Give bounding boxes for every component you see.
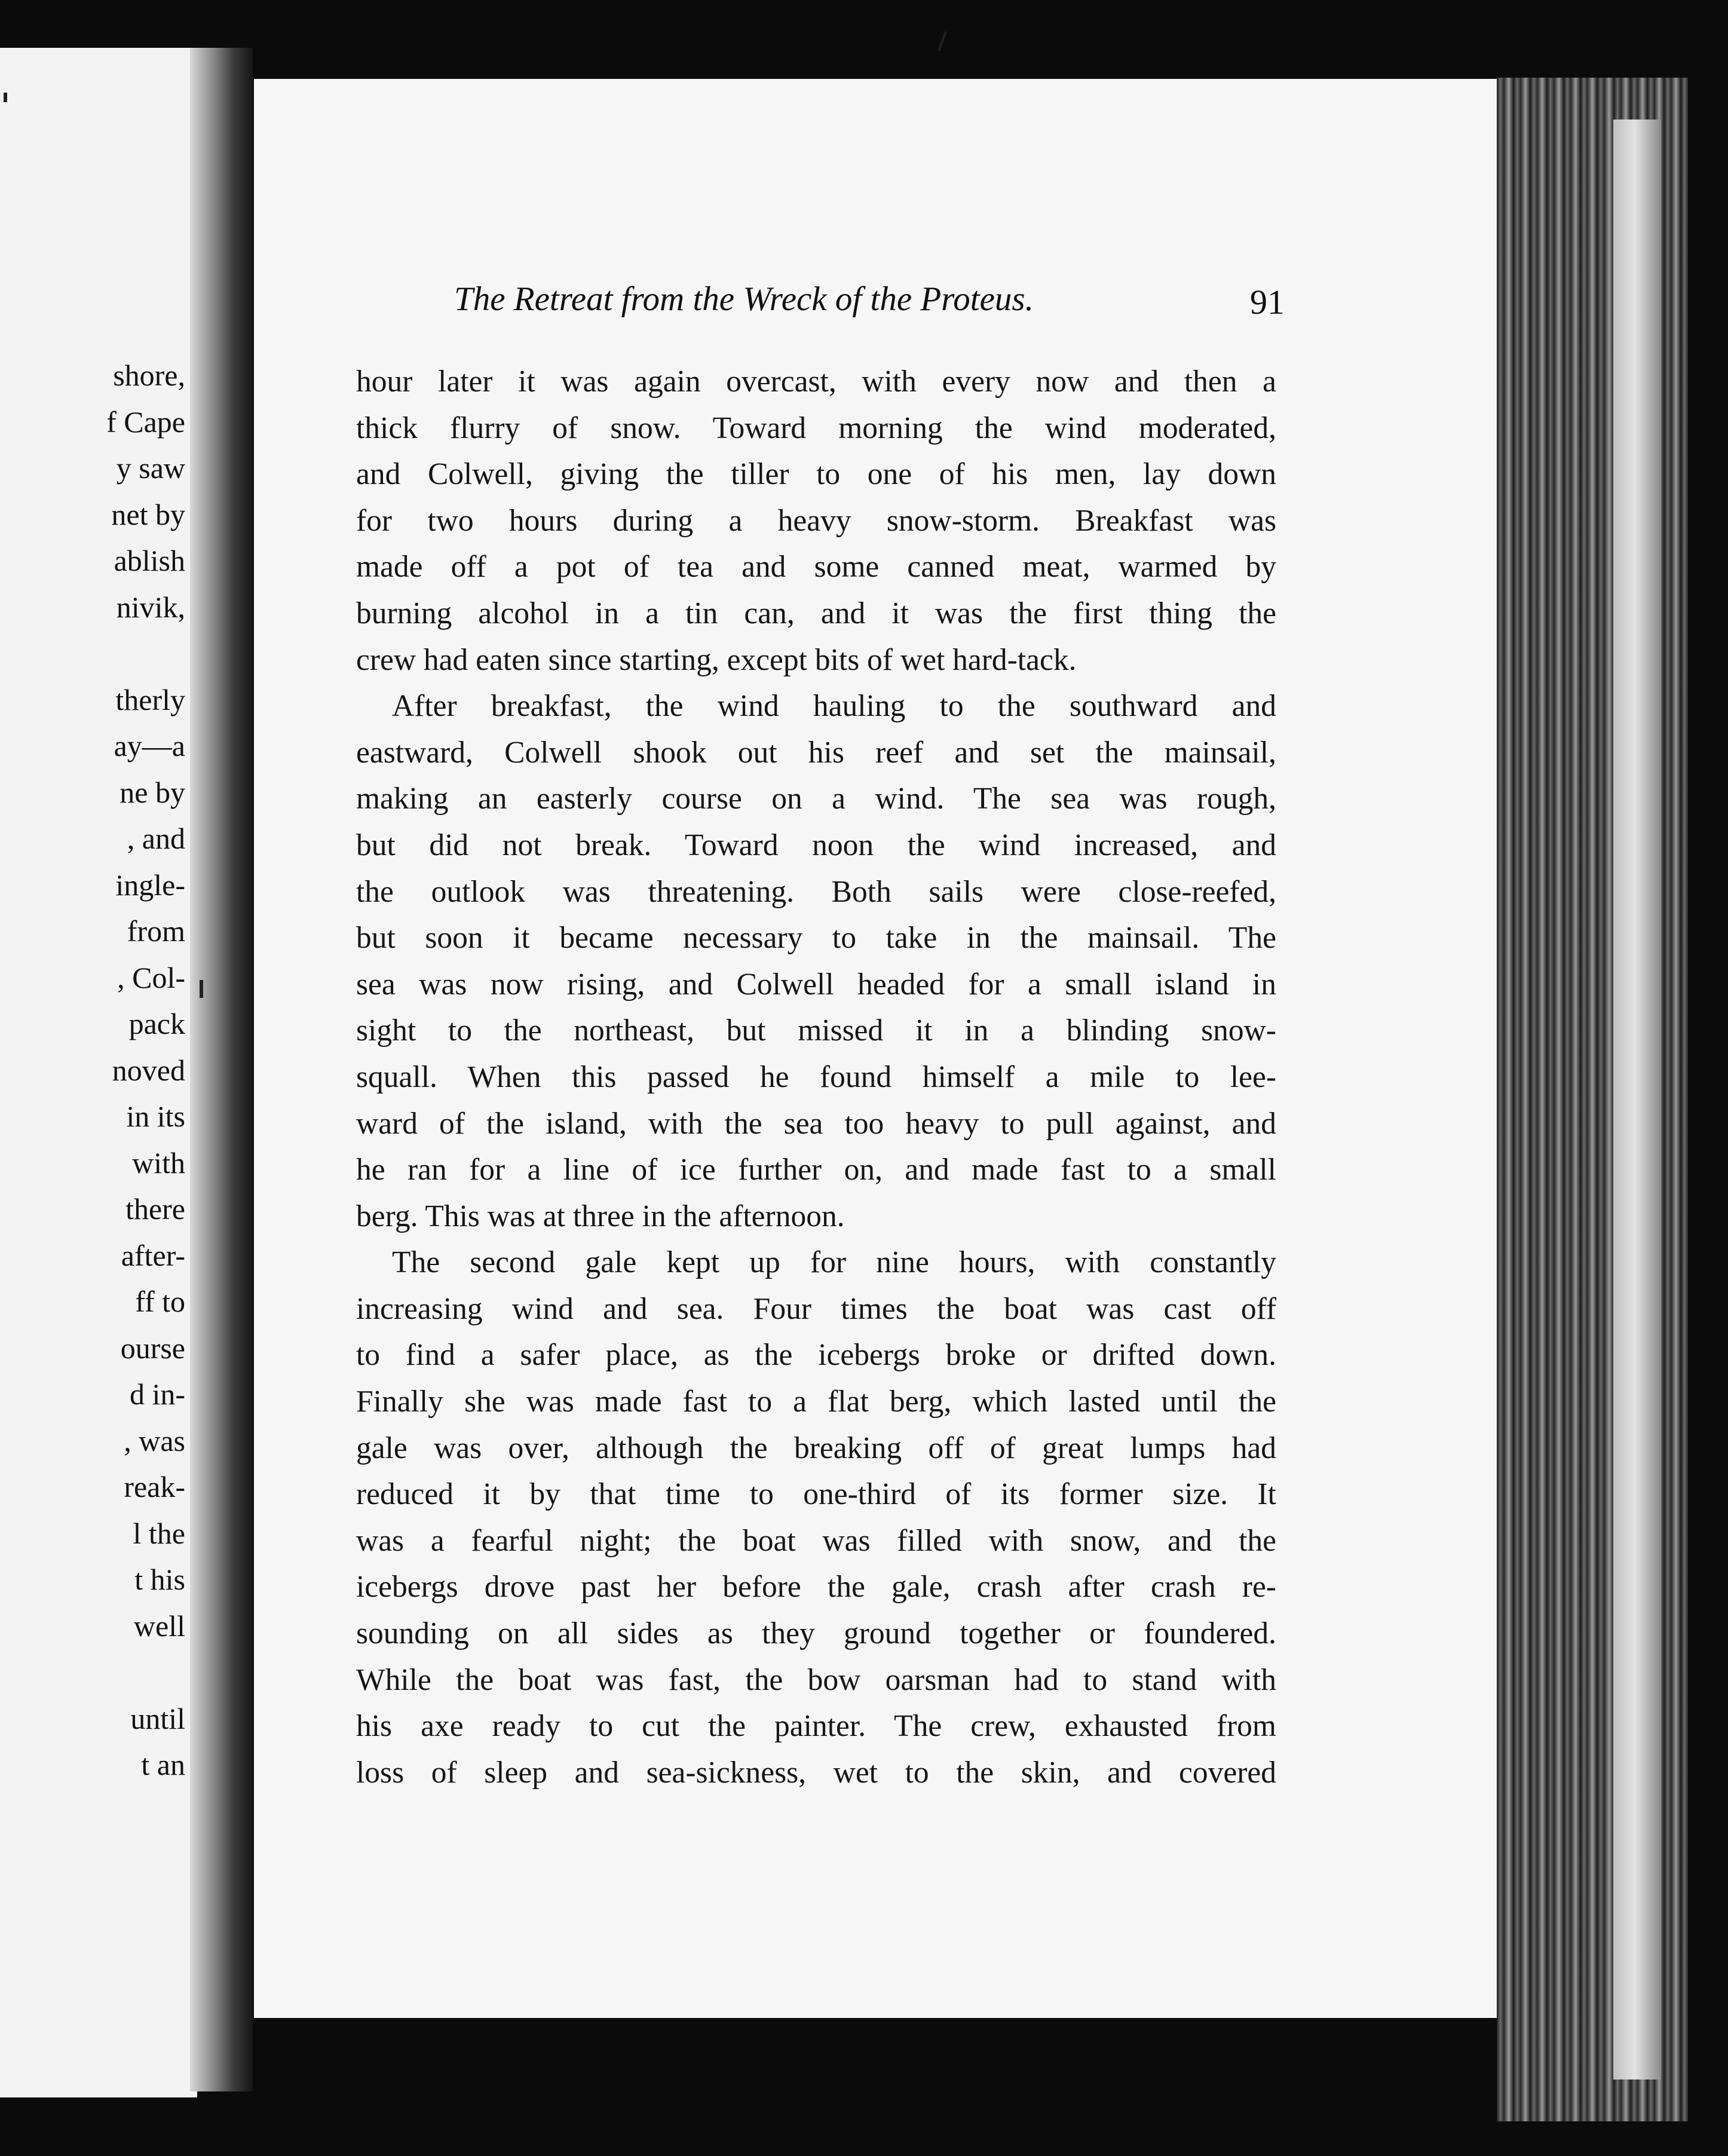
previous-page-line: ne by (120, 775, 185, 809)
text-line: sea was now rising, and Colwell headed for a small island in (356, 967, 1276, 1002)
previous-page-line (0, 630, 190, 677)
previous-page-line: , and (127, 822, 185, 855)
text-line: sight to the northeast, but missed it in a blinding snow- (356, 1013, 1276, 1048)
text-line: his axe ready to cut the painter. The crew, exhausted from (356, 1709, 1276, 1744)
text-line: burning alcohol in a tin can, and it was the first thing the (356, 596, 1276, 630)
text-line: he ran for a line of ice further on, and made fast to a small (356, 1153, 1276, 1187)
text-line: to find a safer place, as the icebergs broke or drifted down. (356, 1338, 1276, 1373)
text-line: and Colwell, giving the tiller to one of his men, lay down (356, 457, 1276, 492)
previous-page-line: y saw (116, 451, 185, 485)
previous-page-line: until (130, 1701, 185, 1735)
previous-page-text (0, 353, 190, 1788)
previous-page-line: pack (128, 1007, 185, 1040)
text-line: thick flurry of snow. Toward morning the wind moderated, (356, 411, 1276, 445)
text-line: gale was over, although the breaking off of great lumps had (356, 1431, 1276, 1465)
previous-page-line: there (125, 1192, 185, 1226)
previous-page-line: l the (133, 1516, 185, 1550)
previous-page-line: from (127, 914, 185, 948)
text-line: eastward, Colwell shook out his reef and set the mainsail, (356, 735, 1276, 770)
text-line: made off a pot of tea and some canned meat, warmed by (356, 550, 1276, 584)
scan-speck (937, 31, 946, 51)
text-line: the outlook was threatening. Both sails were close-reefed, (356, 874, 1276, 909)
gutter-shadow (190, 48, 253, 2091)
previous-page-line: well (133, 1609, 185, 1643)
text-line: but soon it became necessary to take in the mainsail. The (356, 921, 1276, 956)
text-line: While the boat was fast, the bow oarsman had to stand with (356, 1662, 1276, 1697)
previous-page-line: noved (112, 1053, 185, 1087)
previous-page-line (0, 1649, 190, 1696)
previous-page-line: reak- (124, 1470, 185, 1503)
previous-page-line: after- (121, 1238, 185, 1272)
text-line: crew had eaten since starting, except bits of wet hard-tack. (356, 642, 1077, 677)
body-text (356, 359, 1276, 1796)
text-line: making an easterly course on a wind. The sea was rough, (356, 782, 1276, 816)
text-line: for two hours during a heavy snow-storm. Breakfast was (356, 503, 1276, 538)
running-title: The Retreat from the Wreck of the Proteus. (454, 280, 1034, 318)
text-line: berg. This was at three in the afternoon. (356, 1199, 845, 1233)
text-line: sounding on all sides as they ground together or foundered. (356, 1616, 1276, 1651)
text-line: hour later it was again overcast, with every now and then a (356, 365, 1276, 399)
text-line: Finally she was made fast to a flat berg, which lasted until the (356, 1385, 1276, 1419)
previous-page-line: t his (134, 1563, 185, 1596)
previous-page-line: , Col- (117, 960, 185, 994)
text-line: ward of the island, with the sea too heavy to pull against, and (356, 1106, 1276, 1141)
previous-page-line: t an (141, 1748, 185, 1781)
previous-page-line: net by (111, 497, 185, 531)
text-line: squall. When this passed he found himself a mile to lee- (356, 1059, 1276, 1094)
previous-page-line: ablish (114, 544, 185, 577)
text-line: The second gale kept up for nine hours, with constantly (392, 1245, 1276, 1280)
text-line: reduced it by that time to one-third of its former size. It (356, 1477, 1276, 1512)
text-line: but did not break. Toward noon the wind increased, and (356, 828, 1276, 862)
previous-page-line: nivik, (116, 590, 185, 624)
previous-page-line: d in- (129, 1377, 185, 1411)
previous-page-line: f Cape (106, 405, 185, 439)
previous-page-line: in its (126, 1100, 185, 1133)
text-line: increasing wind and sea. Four times the boat was cast off (356, 1291, 1276, 1326)
previous-page-line: ff to (135, 1285, 185, 1318)
text-line: was a fearful night; the boat was filled with snow, and the (356, 1523, 1276, 1558)
text-line: loss of sleep and sea-sickness, wet to the skin, and covered (356, 1755, 1276, 1790)
previous-page-line: ourse (120, 1331, 185, 1365)
page-number: 91 (1250, 283, 1285, 321)
previous-page-line: ay—a (114, 729, 185, 762)
previous-page-line: , was (124, 1423, 185, 1457)
text-line: After breakfast, the wind hauling to the southward and (392, 689, 1276, 724)
previous-page-line: therly (115, 682, 185, 716)
previous-page-line: with (132, 1146, 185, 1180)
previous-page-line: shore, (113, 359, 185, 392)
text-line: icebergs drove past her before the gale, crash after crash re- (356, 1570, 1276, 1604)
scan-speck (200, 980, 203, 998)
previous-page-line: ingle- (115, 868, 185, 902)
book-fore-edge-highlight (1613, 120, 1661, 2080)
scan-speck (4, 93, 7, 102)
